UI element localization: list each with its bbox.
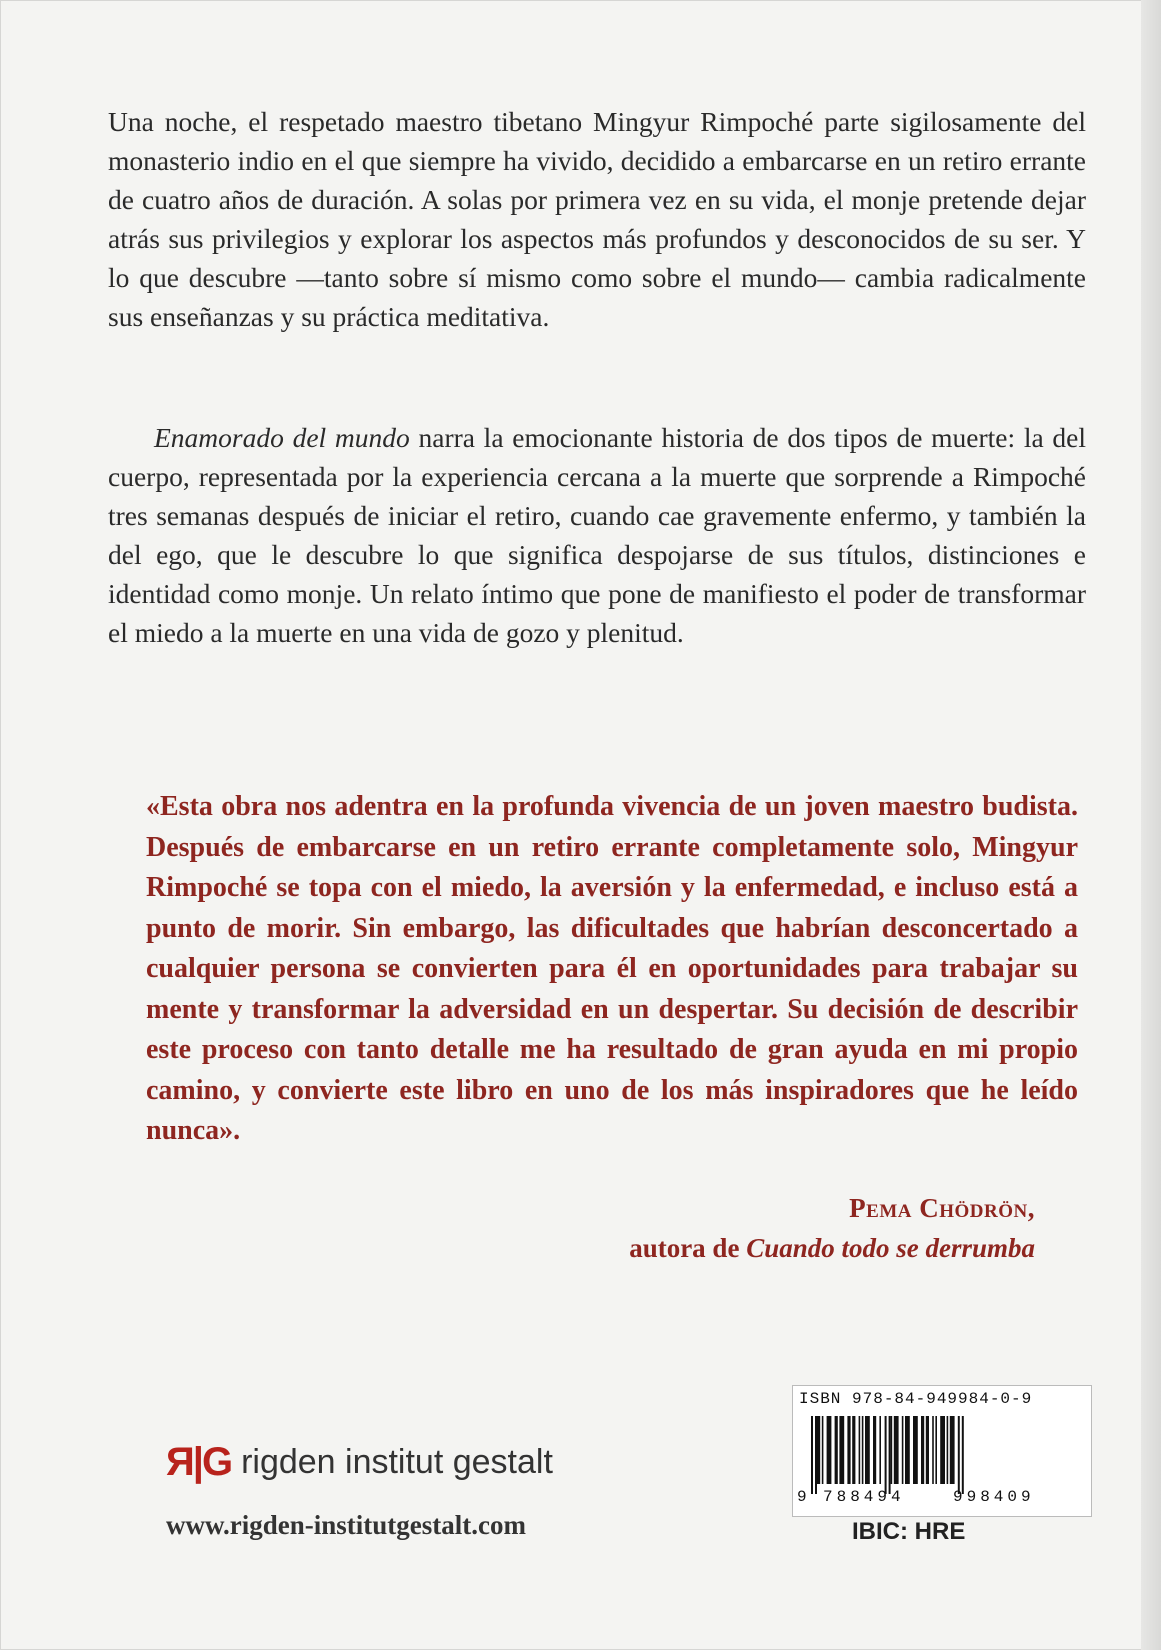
endorsement-quote: «Esta obra nos adentra en la profunda vivencia de un joven maestro budista. Después de embarcarse en un retiro errante completamente solo, Mingyur Rimpoché se topa con el miedo, la aversión y la enfermedad, e incluso está a punto de morir. Sin embargo, las dificultades que habrían desconcertado a cualquier persona se convierten para él en oportunidades para trabajar su mente y transformar la adversidad en un despertar. Su decisión de describir este proceso con tanto detalle me ha resultado de gran ayuda en mi propio camino, y convierte este libro en uno de los más inspiradores que he leído nunca». <box>146 791 1078 1146</box>
barcode-digits-group-1: 788494 <box>823 1488 905 1506</box>
barcode-bar <box>862 1416 864 1484</box>
barcode-bar <box>926 1416 929 1484</box>
barcode-bar <box>852 1416 855 1484</box>
barcode-bar <box>902 1416 904 1484</box>
author-role-prefix: autora de <box>629 1233 747 1263</box>
blurb-paragraph-2-body: narra la emocionante historia de dos tipos de muerte: la del cuerpo, representada por la experiencia cercana a la muerte que sorprende a Rimpoché tres semanas después de iniciar el retiro, cuando cae gravemente enfermo, y también la del ego, que le descubre lo que significa despojarse de sus títulos, distinciones e identidad como monje. Un relato íntimo que pone de manifiesto el poder de transformar el miedo a la muerte en una vida de gozo y plenitud. <box>108 422 1086 648</box>
barcode-bar <box>905 1416 910 1484</box>
isbn-barcode-box <box>792 1385 1092 1517</box>
publisher-logo <box>166 1440 553 1485</box>
quote-author-role <box>629 1228 1035 1268</box>
barcode-guard-bar <box>815 1416 817 1494</box>
barcode-bar <box>827 1416 832 1484</box>
blurb-paragraph-1-text: Una noche, el respetado maestro tibetano Mingyur Rimpoché parte sigilosamente del monasterio indio en el que siempre ha vivido, decidido a embarcarse en un retiro errante de cuatro años de duración. A solas por primera vez en su vida, el monje pretende dejar atrás sus privilegios y explorar los aspectos más profundos y desconocidos de su ser. Y lo que descubre —tanto sobre sí mismo como sobre el mundo— cambia radicalmente sus enseñanzas y su práctica meditativa. <box>108 106 1086 332</box>
blurb-paragraph-2 <box>108 418 1086 652</box>
ibic-code: IBIC: HRE <box>852 1518 966 1545</box>
barcode-bar <box>932 1416 934 1484</box>
barcode-bar <box>913 1416 918 1484</box>
barcode-bar <box>817 1416 820 1484</box>
quote-author: Pema Chödrön, <box>849 1193 1035 1223</box>
barcode-guard-bar <box>885 1416 887 1494</box>
barcode-bar <box>865 1416 870 1484</box>
blurb-paragraph-2-text <box>108 418 1086 652</box>
barcode-bar <box>921 1416 924 1484</box>
barcode-bar <box>940 1416 945 1484</box>
barcode-bar <box>839 1416 844 1484</box>
blurb-paragraph-1 <box>108 102 1086 336</box>
barcode-bar <box>835 1416 838 1484</box>
book-title: Enamorado del mundo <box>154 422 410 453</box>
barcode-bar <box>859 1416 861 1484</box>
author-book-title: Cuando todo se derrumba <box>746 1233 1035 1263</box>
barcode-guard-bar <box>889 1416 891 1494</box>
cover-edge <box>1141 0 1161 1650</box>
publisher-name: rigden institut gestalt <box>241 1443 553 1481</box>
barcode-bar <box>950 1416 955 1484</box>
barcode-guard-bar <box>958 1416 960 1494</box>
barcode-bar <box>935 1416 937 1484</box>
barcode-bar <box>891 1416 893 1484</box>
barcode-bar <box>873 1416 876 1484</box>
publisher-website: www.rigden-institutgestalt.com <box>166 1510 526 1540</box>
barcode-bar <box>894 1416 899 1484</box>
barcode-bar <box>879 1416 881 1484</box>
barcode-guard-bar <box>811 1416 813 1494</box>
barcode-bar <box>822 1416 824 1484</box>
isbn-label: ISBN 978-84-949984-0-9 <box>799 1390 1033 1408</box>
barcode-bar <box>847 1416 850 1484</box>
barcode-icon <box>809 1416 1079 1494</box>
barcode-digits-group-2: 998409 <box>953 1488 1035 1506</box>
barcode-digit-first: 9 <box>797 1488 807 1506</box>
quote-attribution <box>629 1188 1035 1268</box>
barcode-bar <box>947 1416 949 1484</box>
publisher-logo-icon: Я|G <box>166 1440 232 1484</box>
barcode-guard-bar <box>962 1416 964 1494</box>
